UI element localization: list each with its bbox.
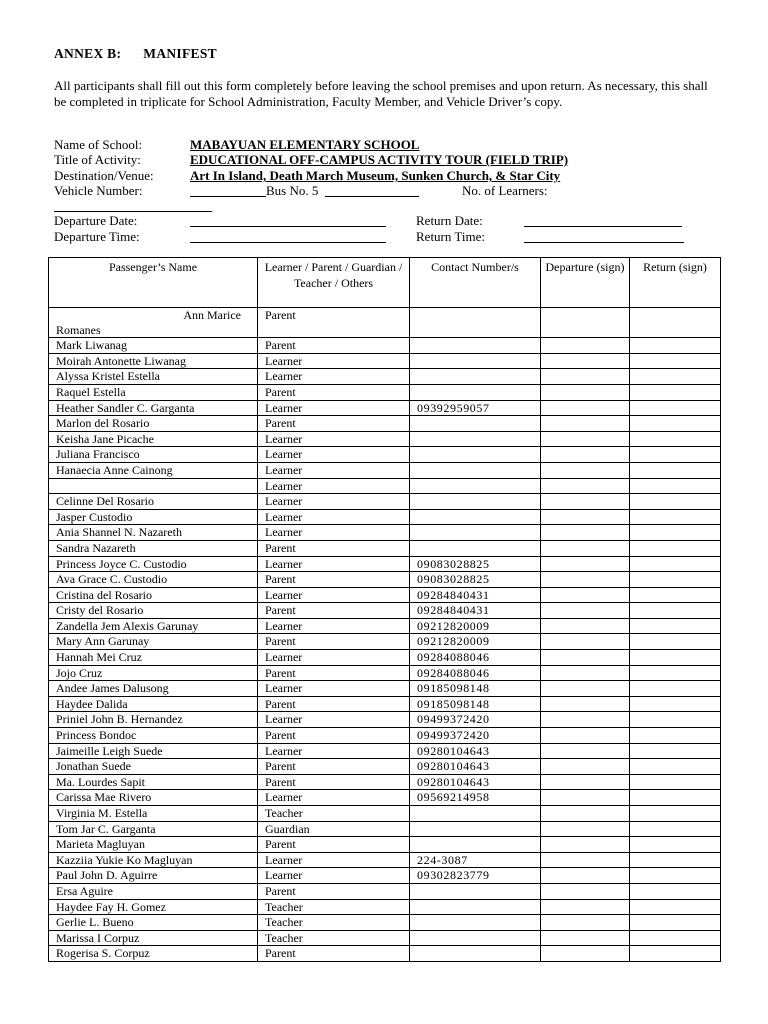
return-sign-cell[interactable] <box>630 743 721 759</box>
contact-cell: 224-3087 <box>410 852 541 868</box>
contact-cell: 09280104643 <box>410 759 541 775</box>
passenger-name-cell: Alyssa Kristel Estella <box>49 369 258 385</box>
passenger-name-cell: Celinne Del Rosario <box>49 494 258 510</box>
departure-sign-cell[interactable] <box>541 899 630 915</box>
table-row <box>49 837 721 853</box>
contact-cell <box>410 353 541 369</box>
passenger-name-cell <box>49 478 258 494</box>
table-row <box>49 478 721 494</box>
departure-sign-cell[interactable] <box>541 728 630 744</box>
role-cell: Learner <box>258 556 410 572</box>
passenger-name-cell: Tom Jar C. Garganta <box>49 821 258 837</box>
return-sign-cell[interactable] <box>630 416 721 432</box>
table-row <box>49 759 721 775</box>
role-cell: Learner <box>258 743 410 759</box>
table-row <box>49 774 721 790</box>
return-sign-cell[interactable] <box>630 353 721 369</box>
passenger-name-cell: Jaimeille Leigh Suede <box>49 743 258 759</box>
return-sign-cell[interactable] <box>630 946 721 962</box>
departure-sign-cell[interactable] <box>541 400 630 416</box>
departure-date-line[interactable] <box>190 226 386 227</box>
return-sign-cell[interactable] <box>630 774 721 790</box>
manifest-table <box>48 257 721 962</box>
passenger-name-cell: Heather Sandler C. Garganta <box>49 400 258 416</box>
passenger-name-cell: Moirah Antonette Liwanag <box>49 353 258 369</box>
table-row <box>49 353 721 369</box>
table-row <box>49 525 721 541</box>
passenger-name-cell: Marieta Magluyan <box>49 837 258 853</box>
contact-cell: 09280104643 <box>410 743 541 759</box>
contact-cell: 09284840431 <box>410 603 541 619</box>
return-time-line[interactable] <box>524 242 684 243</box>
role-cell: Parent <box>258 308 410 338</box>
role-cell: Teacher <box>258 915 410 931</box>
contact-cell <box>410 837 541 853</box>
departure-sign-cell[interactable] <box>541 540 630 556</box>
return-sign-cell[interactable] <box>630 587 721 603</box>
departure-sign-cell[interactable] <box>541 790 630 806</box>
passenger-name-cell: Hannah Mei Cruz <box>49 650 258 666</box>
return-sign-cell[interactable] <box>630 431 721 447</box>
passenger-name-cell: Marissa I Corpuz <box>49 930 258 946</box>
role-cell: Learner <box>258 400 410 416</box>
departure-sign-cell[interactable] <box>541 338 630 354</box>
return-sign-cell[interactable] <box>630 852 721 868</box>
contact-cell <box>410 806 541 822</box>
passenger-name-cell: Juliana Francisco <box>49 447 258 463</box>
departure-sign-cell[interactable] <box>541 384 630 400</box>
return-sign-cell[interactable] <box>630 806 721 822</box>
table-row <box>49 650 721 666</box>
passenger-name-cell: Jojo Cruz <box>49 665 258 681</box>
return-sign-cell[interactable] <box>630 618 721 634</box>
role-cell: Learner <box>258 790 410 806</box>
contact-cell <box>410 416 541 432</box>
departure-sign-cell[interactable] <box>541 353 630 369</box>
vehicle-label: Vehicle Number: <box>54 183 143 198</box>
return-date-label: Return Date: <box>416 213 483 228</box>
contact-cell: 09212820009 <box>410 634 541 650</box>
departure-sign-cell[interactable] <box>541 308 630 338</box>
role-cell: Learner <box>258 650 410 666</box>
table-row <box>49 806 721 822</box>
contact-cell <box>410 369 541 385</box>
role-cell: Learner <box>258 618 410 634</box>
return-sign-cell[interactable] <box>630 821 721 837</box>
passenger-name-cell: Cristina del Rosario <box>49 587 258 603</box>
annex-heading <box>54 46 217 62</box>
contact-cell <box>410 899 541 915</box>
table-row <box>49 369 721 385</box>
contact-cell: 09185098148 <box>410 696 541 712</box>
role-cell: Parent <box>258 572 410 588</box>
return-sign-cell[interactable] <box>630 868 721 884</box>
header-return-sign: Return (sign) <box>630 258 721 308</box>
role-cell: Parent <box>258 759 410 775</box>
contact-cell <box>410 478 541 494</box>
return-sign-cell[interactable] <box>630 930 721 946</box>
return-sign-cell[interactable] <box>630 634 721 650</box>
departure-time-label: Departure Time: <box>54 229 140 244</box>
annex-label: ANNEX B: <box>54 46 122 61</box>
table-row <box>49 790 721 806</box>
return-sign-cell[interactable] <box>630 712 721 728</box>
contact-cell <box>410 930 541 946</box>
school-value: MABAYUAN ELEMENTARY SCHOOL <box>190 137 420 152</box>
return-sign-cell[interactable] <box>630 478 721 494</box>
departure-sign-cell[interactable] <box>541 930 630 946</box>
table-row <box>49 930 721 946</box>
departure-sign-cell[interactable] <box>541 681 630 697</box>
role-cell: Learner <box>258 868 410 884</box>
table-row <box>49 572 721 588</box>
table-row <box>49 447 721 463</box>
contact-cell: 09499372420 <box>410 728 541 744</box>
passenger-name-part2: Romanes <box>56 322 101 337</box>
table-row <box>49 416 721 432</box>
return-sign-cell[interactable] <box>630 665 721 681</box>
departure-sign-cell[interactable] <box>541 743 630 759</box>
departure-sign-cell[interactable] <box>541 883 630 899</box>
passenger-name-cell: Paul John D. Aguirre <box>49 868 258 884</box>
role-cell: Learner <box>258 509 410 525</box>
bus-number: Bus No. 5 <box>266 183 319 198</box>
destination-value: Art In Island, Death March Museum, Sunken Church, & Star City <box>190 168 561 183</box>
contact-cell <box>410 915 541 931</box>
role-cell: Teacher <box>258 930 410 946</box>
bus-number-line[interactable] <box>325 196 419 197</box>
table-row <box>49 400 721 416</box>
departure-sign-cell[interactable] <box>541 509 630 525</box>
return-sign-cell[interactable] <box>630 447 721 463</box>
contact-cell <box>410 462 541 478</box>
return-sign-cell[interactable] <box>630 603 721 619</box>
return-sign-cell[interactable] <box>630 308 721 338</box>
return-sign-cell[interactable] <box>630 540 721 556</box>
departure-sign-cell[interactable] <box>541 587 630 603</box>
contact-cell <box>410 509 541 525</box>
table-row <box>49 821 721 837</box>
table-row <box>49 587 721 603</box>
departure-sign-cell[interactable] <box>541 431 630 447</box>
learners-count-line[interactable] <box>54 211 212 212</box>
vehicle-number-line[interactable] <box>190 196 266 197</box>
table-row <box>49 634 721 650</box>
passenger-name-cell: Carissa Mae Rivero <box>49 790 258 806</box>
departure-sign-cell[interactable] <box>541 712 630 728</box>
departure-sign-cell[interactable] <box>541 618 630 634</box>
return-sign-cell[interactable] <box>630 384 721 400</box>
role-cell: Parent <box>258 603 410 619</box>
departure-time-line[interactable] <box>190 242 386 243</box>
role-cell: Learner <box>258 353 410 369</box>
contact-cell <box>410 525 541 541</box>
contact-cell <box>410 338 541 354</box>
departure-sign-cell[interactable] <box>541 696 630 712</box>
contact-cell: 09083028825 <box>410 572 541 588</box>
passenger-name-cell: Jasper Custodio <box>49 509 258 525</box>
return-sign-cell[interactable] <box>630 572 721 588</box>
contact-cell: 09499372420 <box>410 712 541 728</box>
return-sign-cell[interactable] <box>630 462 721 478</box>
contact-cell <box>410 540 541 556</box>
passenger-name-cell: Ava Grace C. Custodio <box>49 572 258 588</box>
departure-sign-cell[interactable] <box>541 478 630 494</box>
contact-cell: 09185098148 <box>410 681 541 697</box>
departure-sign-cell[interactable] <box>541 462 630 478</box>
table-row <box>49 915 721 931</box>
table-row <box>49 556 721 572</box>
passenger-name-cell: Cristy del Rosario <box>49 603 258 619</box>
role-cell: Learner <box>258 525 410 541</box>
table-row <box>49 494 721 510</box>
table-row <box>49 431 721 447</box>
passenger-name-cell <box>49 308 258 338</box>
table-row <box>49 696 721 712</box>
role-cell: Teacher <box>258 899 410 915</box>
departure-sign-cell[interactable] <box>541 416 630 432</box>
role-cell: Parent <box>258 416 410 432</box>
contact-cell <box>410 494 541 510</box>
table-row <box>49 743 721 759</box>
role-cell: Parent <box>258 883 410 899</box>
role-cell: Learner <box>258 712 410 728</box>
table-row <box>49 384 721 400</box>
return-time-label: Return Time: <box>416 229 485 244</box>
return-sign-cell[interactable] <box>630 681 721 697</box>
passenger-name-cell: Princess Joyce C. Custodio <box>49 556 258 572</box>
passenger-name-cell: Kazziia Yukie Ko Magluyan <box>49 852 258 868</box>
return-sign-cell[interactable] <box>630 883 721 899</box>
table-row <box>49 852 721 868</box>
role-cell: Parent <box>258 665 410 681</box>
contact-cell <box>410 883 541 899</box>
passenger-name-cell: Mark Liwanag <box>49 338 258 354</box>
activity-value: EDUCATIONAL OFF-CAMPUS ACTIVITY TOUR (FIELD TRIP) <box>190 152 569 167</box>
table-row <box>49 946 721 962</box>
departure-sign-cell[interactable] <box>541 821 630 837</box>
contact-cell <box>410 447 541 463</box>
table-row <box>49 603 721 619</box>
table-row <box>49 540 721 556</box>
header-passenger-name: Passenger’s Name <box>49 258 258 308</box>
intro-paragraph: All participants shall fill out this form completely before leaving the school premises and upon return. As necessary, this shall be completed in triplicate for School Administration, Faculty Member, and Vehicle Driver’s copy. <box>54 78 708 109</box>
return-sign-cell[interactable] <box>630 837 721 853</box>
passenger-name-cell: Haydee Fay H. Gomez <box>49 899 258 915</box>
departure-sign-cell[interactable] <box>541 447 630 463</box>
table-row <box>49 712 721 728</box>
role-cell: Parent <box>258 634 410 650</box>
role-cell: Parent <box>258 338 410 354</box>
departure-sign-cell[interactable] <box>541 603 630 619</box>
contact-cell: 09212820009 <box>410 618 541 634</box>
departure-sign-cell[interactable] <box>541 837 630 853</box>
role-cell: Learner <box>258 462 410 478</box>
role-cell: Learner <box>258 431 410 447</box>
departure-sign-cell[interactable] <box>541 915 630 931</box>
passenger-name-cell: Raquel Estella <box>49 384 258 400</box>
passenger-name-part1: Ann Marice <box>183 308 241 322</box>
return-sign-cell[interactable] <box>630 650 721 666</box>
contact-cell: 09083028825 <box>410 556 541 572</box>
destination-label: Destination/Venue: <box>54 168 154 183</box>
table-row <box>49 868 721 884</box>
passenger-name-cell: Marlon del Rosario <box>49 416 258 432</box>
contact-cell <box>410 384 541 400</box>
passenger-name-cell: Ma. Lourdes Sapit <box>49 774 258 790</box>
return-sign-cell[interactable] <box>630 728 721 744</box>
departure-sign-cell[interactable] <box>541 806 630 822</box>
contact-cell: 09280104643 <box>410 774 541 790</box>
passenger-name-cell: Sandra Nazareth <box>49 540 258 556</box>
passenger-name-cell: Jonathan Suede <box>49 759 258 775</box>
role-cell: Teacher <box>258 806 410 822</box>
departure-sign-cell[interactable] <box>541 665 630 681</box>
role-cell: Parent <box>258 728 410 744</box>
passenger-name-cell: Ersa Aguire <box>49 883 258 899</box>
table-header-row <box>49 258 721 308</box>
passenger-name-cell: Gerlie L. Bueno <box>49 915 258 931</box>
departure-sign-cell[interactable] <box>541 868 630 884</box>
return-sign-cell[interactable] <box>630 915 721 931</box>
contact-cell <box>410 821 541 837</box>
return-sign-cell[interactable] <box>630 790 721 806</box>
return-sign-cell[interactable] <box>630 556 721 572</box>
contact-cell: 09569214958 <box>410 790 541 806</box>
role-cell: Parent <box>258 946 410 962</box>
departure-sign-cell[interactable] <box>541 572 630 588</box>
passenger-name-cell: Ania Shannel N. Nazareth <box>49 525 258 541</box>
departure-sign-cell[interactable] <box>541 494 630 510</box>
table-row <box>49 462 721 478</box>
table-row <box>49 665 721 681</box>
role-cell: Learner <box>258 478 410 494</box>
activity-label: Title of Activity: <box>54 152 141 167</box>
departure-sign-cell[interactable] <box>541 556 630 572</box>
header-role: Learner / Parent / Guardian / Teacher / Others <box>258 258 410 308</box>
contact-cell: 09392959057 <box>410 400 541 416</box>
table-row <box>49 308 721 338</box>
return-date-line[interactable] <box>524 226 682 227</box>
contact-cell: 09302823779 <box>410 868 541 884</box>
role-cell: Guardian <box>258 821 410 837</box>
table-row <box>49 618 721 634</box>
return-sign-cell[interactable] <box>630 696 721 712</box>
passenger-name-cell: Haydee Dalida <box>49 696 258 712</box>
passenger-name-cell: Keisha Jane Picache <box>49 431 258 447</box>
role-cell: Learner <box>258 494 410 510</box>
passenger-name-cell: Hanaecia Anne Cainong <box>49 462 258 478</box>
contact-cell <box>410 308 541 338</box>
header-departure-sign: Departure (sign) <box>541 258 630 308</box>
role-cell: Parent <box>258 837 410 853</box>
passenger-name-cell: Rogerisa S. Corpuz <box>49 946 258 962</box>
school-label: Name of School: <box>54 137 143 152</box>
return-sign-cell[interactable] <box>630 899 721 915</box>
table-row <box>49 728 721 744</box>
table-row <box>49 509 721 525</box>
departure-sign-cell[interactable] <box>541 759 630 775</box>
role-cell: Parent <box>258 384 410 400</box>
passenger-name-cell: Zandella Jem Alexis Garunay <box>49 618 258 634</box>
passenger-name-cell: Mary Ann Garunay <box>49 634 258 650</box>
role-cell: Parent <box>258 774 410 790</box>
contact-cell <box>410 431 541 447</box>
return-sign-cell[interactable] <box>630 369 721 385</box>
return-sign-cell[interactable] <box>630 759 721 775</box>
passenger-name-cell: Priniel John B. Hernandez <box>49 712 258 728</box>
role-cell: Learner <box>258 681 410 697</box>
contact-cell: 09284088046 <box>410 665 541 681</box>
return-sign-cell[interactable] <box>630 494 721 510</box>
return-sign-cell[interactable] <box>630 400 721 416</box>
header-contact: Contact Number/s <box>410 258 541 308</box>
role-cell: Learner <box>258 587 410 603</box>
manifest-title: MANIFEST <box>143 46 217 61</box>
role-cell: Parent <box>258 696 410 712</box>
contact-cell <box>410 946 541 962</box>
table-row <box>49 899 721 915</box>
departure-sign-cell[interactable] <box>541 852 630 868</box>
learners-label: No. of Learners: <box>462 183 548 198</box>
passenger-name-cell: Princess Bondoc <box>49 728 258 744</box>
passenger-name-cell: Andee James Dalusong <box>49 681 258 697</box>
departure-sign-cell[interactable] <box>541 525 630 541</box>
role-cell: Parent <box>258 540 410 556</box>
departure-sign-cell[interactable] <box>541 650 630 666</box>
contact-cell: 09284088046 <box>410 650 541 666</box>
role-cell: Learner <box>258 369 410 385</box>
departure-sign-cell[interactable] <box>541 369 630 385</box>
departure-date-label: Departure Date: <box>54 213 138 228</box>
return-sign-cell[interactable] <box>630 525 721 541</box>
role-cell: Learner <box>258 447 410 463</box>
return-sign-cell[interactable] <box>630 338 721 354</box>
passenger-name-cell: Virginia M. Estella <box>49 806 258 822</box>
table-row <box>49 338 721 354</box>
table-row <box>49 681 721 697</box>
return-sign-cell[interactable] <box>630 509 721 525</box>
departure-sign-cell[interactable] <box>541 634 630 650</box>
contact-cell: 09284840431 <box>410 587 541 603</box>
departure-sign-cell[interactable] <box>541 774 630 790</box>
departure-sign-cell[interactable] <box>541 946 630 962</box>
role-cell: Learner <box>258 852 410 868</box>
table-row <box>49 883 721 899</box>
